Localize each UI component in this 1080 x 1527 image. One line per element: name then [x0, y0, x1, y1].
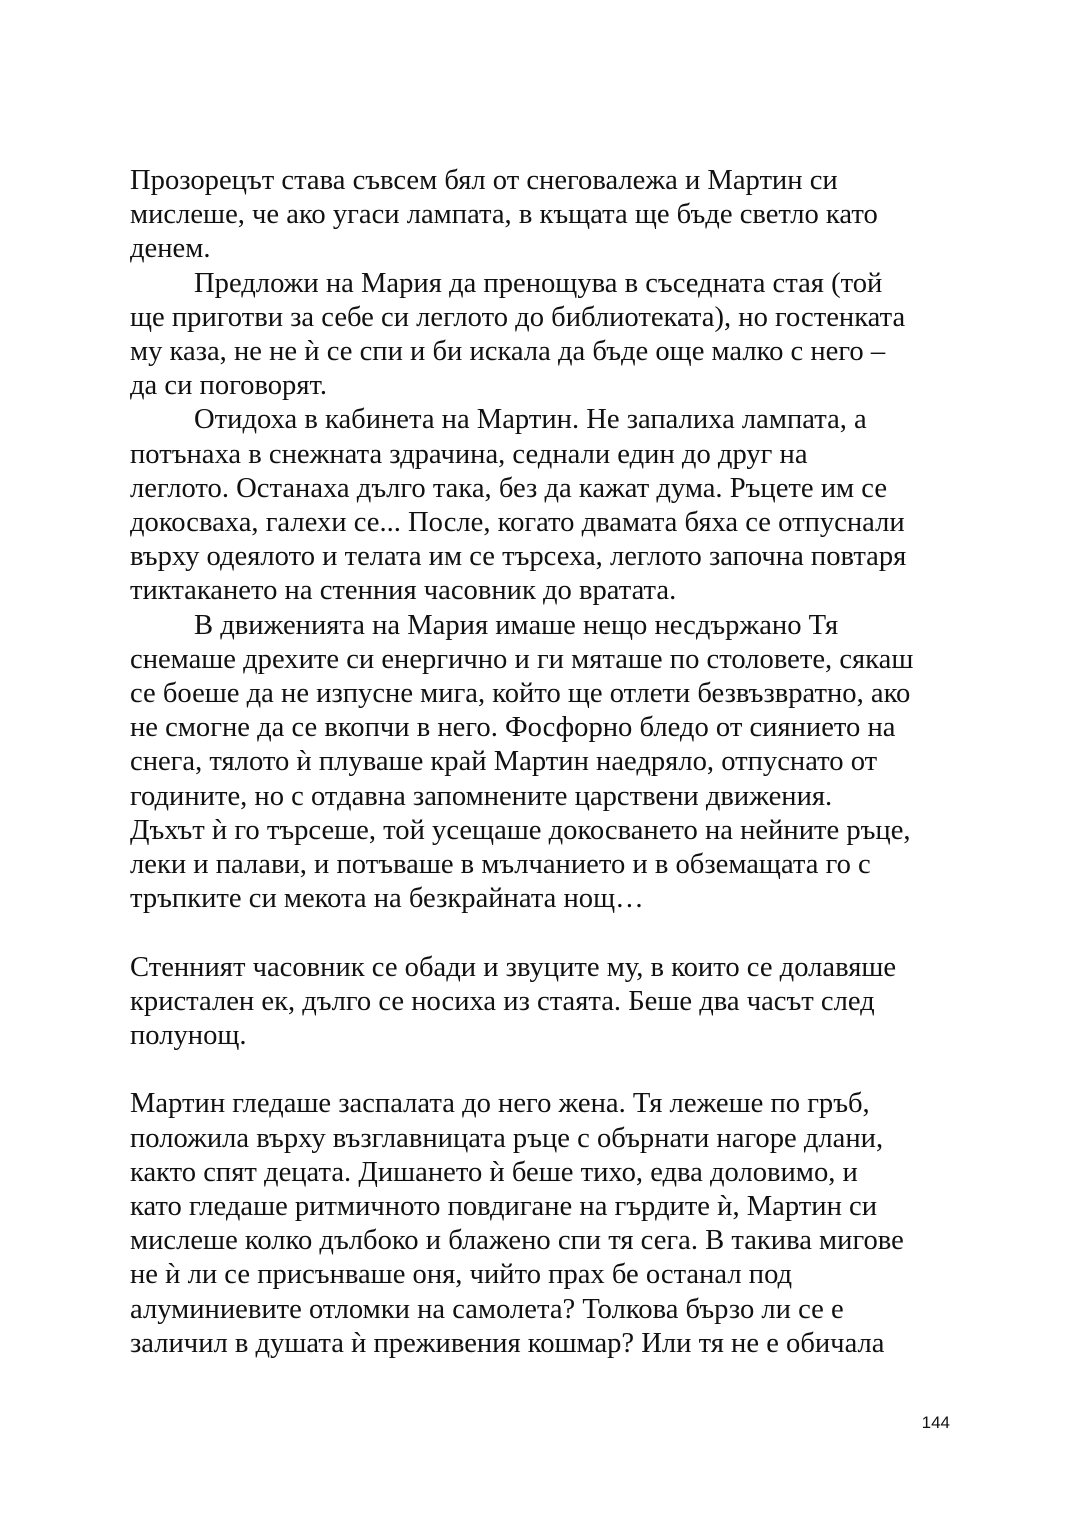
text-line: Мартин гледаше заспалата до него жена. Тя лежеше по гръб, [130, 1088, 870, 1120]
body-text [130, 164, 960, 1361]
text-line: тръпките си мекота на безкрайната нощ… [130, 883, 644, 915]
text-line: потънаха в снежната здрачина, седнали един до друг на [130, 438, 808, 470]
text-line: алуминиевите отломки на самолета? Толкова бързо ли се е [130, 1293, 844, 1325]
text-line: тиктакането на стенния часовник до вратата. [130, 575, 677, 607]
text-line: да си поговорят. [130, 370, 327, 402]
text-line: както спят децата. Дишането ѝ беше тихо, едва доловимо, и [130, 1156, 858, 1188]
text-line: леки и палави, и потъваше в мълчанието и в обземащата го с [130, 849, 871, 881]
text-line: върху одеялото и телата им се търсеха, леглото започна повтаря [130, 541, 907, 573]
text-line: мислеше колко дълбоко и блажено спи тя сега. В такива мигове [130, 1225, 904, 1257]
paragraph-start-line: Предложи на Мария да пренощува в съседната стая (той [194, 267, 883, 299]
text-line: денем. [130, 233, 211, 265]
text-line: Дъхът ѝ го търсеше, той усещаше докосването на нейните ръце, [130, 814, 911, 846]
text-line: Прозорецът става съвсем бял от снеговалежа и Мартин си [130, 165, 838, 196]
text-line: като гледаше ритмичното повдигане на гърдите ѝ, Мартин си [130, 1191, 878, 1223]
text-line: Стенният часовник се обади и звуците му, в които се долавяше [130, 951, 897, 983]
text-line: мислеше, че ако угаси лампата, в къщата ще бъде светло като [130, 199, 878, 231]
text-line: положила върху възглавницата ръце с обърнати нагоре длани, [130, 1122, 884, 1154]
text-line: докосваха, галехи се... После, когато двамата бяха се отпуснали [130, 507, 905, 539]
text-line: снега, тялото ѝ плуваше край Мартин наедряло, отпуснато от [130, 746, 878, 778]
text-line: кристален ек, дълго се носиха из стаята. Беше два часът след [130, 985, 875, 1017]
text-line: леглото. Останаха дълго така, без да кажат дума. Ръцете им се [130, 472, 888, 504]
page-number: 144 [921, 1413, 950, 1432]
text-line: се боеше да не изпусне мига, който ще отлети безвъзвратно, ако [130, 678, 911, 710]
paragraph-start-line: В движенията на Мария имаше нещо несдържано Тя [194, 609, 839, 641]
text-line: полунощ. [130, 1020, 247, 1052]
text-line: снемаше дрехите си енергично и ги мяташе по столовете, сякаш [130, 643, 914, 675]
text-line: му каза, не не ѝ се спи и би искала да бъде още малко с него – [130, 336, 886, 368]
text-line: заличил в душата ѝ преживения кошмар? Или тя не е обичала [130, 1327, 885, 1359]
text-line: ще приготви за себе си леглото до библиотеката), но гостенката [130, 301, 906, 333]
paragraph-spacer [130, 916, 960, 950]
text-line: годините, но с отдавна запомнените царствени движения. [130, 780, 833, 812]
text-line: не ѝ ли се присънваше оня, чийто прах бе останал под [130, 1259, 793, 1291]
text-line: не смогне да се вкопчи в него. Фосфорно бледо от сиянието на [130, 712, 896, 744]
paragraph-spacer [130, 1053, 960, 1087]
paragraph-start-line: Отидоха в кабинета на Мартин. Не запалиха лампата, а [194, 404, 867, 436]
